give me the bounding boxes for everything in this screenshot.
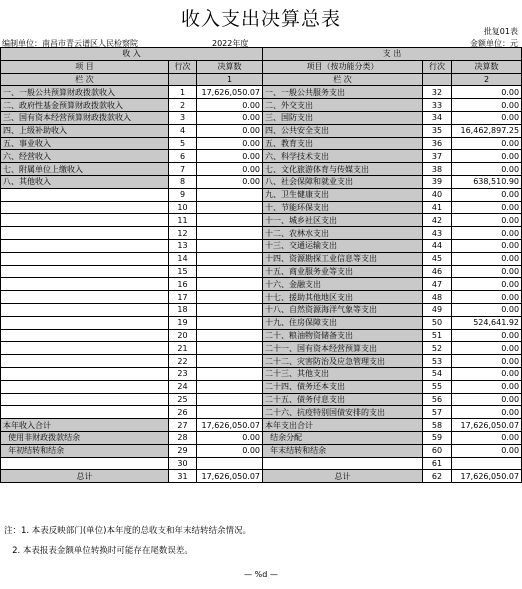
expense-row-number: 35: [423, 124, 452, 137]
expense-amount: 0.00: [452, 291, 522, 304]
table-row: [1, 227, 522, 240]
expense-amount: 0.00: [452, 380, 522, 393]
income-amount: 0.00: [197, 175, 263, 188]
table-row: [1, 393, 522, 406]
expense-column-index: 2: [452, 73, 522, 86]
column-header-row: [1, 60, 522, 73]
expense-amount-header: 决算数: [452, 60, 522, 73]
expense-item-label: 三、国防支出: [263, 111, 423, 124]
expense-row-number: 51: [423, 329, 452, 342]
income-item-label: 三、国有资本经营预算财政拨款收入: [1, 111, 169, 124]
form-number: 批复01表: [483, 27, 518, 36]
income-item-label: 年初结转和结余: [1, 444, 169, 457]
income-row-number: 25: [169, 393, 197, 406]
table-row: [1, 163, 522, 176]
income-amount: [197, 393, 263, 406]
expense-amount: 0.00: [452, 303, 522, 316]
income-row-number: 28: [169, 431, 197, 444]
table-row: [1, 444, 522, 457]
income-amount: [197, 227, 263, 240]
income-amount: [197, 214, 263, 227]
income-item-header: 项 目: [1, 60, 169, 73]
expense-amount: 0.00: [452, 265, 522, 278]
income-amount: [197, 342, 263, 355]
expense-row-number: 50: [423, 316, 452, 329]
expense-row-number: 44: [423, 239, 452, 252]
expense-item-label: 二十六、抗疫特别国债安排的支出: [263, 406, 423, 419]
expense-amount: 0.00: [452, 111, 522, 124]
expense-item-label: 四、公共安全支出: [263, 124, 423, 137]
expense-row-number: 60: [423, 444, 452, 457]
expense-item-label: 一、一般公共服务支出: [263, 86, 423, 99]
expense-amount: [452, 457, 522, 470]
note-1: 注：1. 本表反映部门(单位)本年度的总收支和年末结转结余情况。: [4, 526, 251, 536]
table-row: [1, 214, 522, 227]
income-item-label: [1, 201, 169, 214]
income-item-label: [1, 188, 169, 201]
income-amount: [197, 291, 263, 304]
expense-row-number: 46: [423, 265, 452, 278]
income-total-label: 总计: [1, 470, 169, 483]
income-lanci-blank: [169, 73, 197, 86]
income-amount: 0.00: [197, 163, 263, 176]
table-row: [1, 406, 522, 419]
income-item-label: [1, 227, 169, 240]
expense-row-number: 56: [423, 393, 452, 406]
income-item-label: 本年收入合计: [1, 419, 169, 432]
expense-item-label: 十九、住房保障支出: [263, 316, 423, 329]
expense-item-label: 十三、交通运输支出: [263, 239, 423, 252]
income-row-number: 2: [169, 99, 197, 112]
income-amount: 0.00: [197, 111, 263, 124]
expense-amount: 524,641.92: [452, 316, 522, 329]
income-amount: [197, 367, 263, 380]
income-row-number: 26: [169, 406, 197, 419]
expense-item-label: 二十二、灾害防治及应急管理支出: [263, 355, 423, 368]
income-amount: 17,626,050.07: [197, 419, 263, 432]
table-row: [1, 316, 522, 329]
income-row-number: 1: [169, 86, 197, 99]
total-row: [1, 470, 522, 483]
income-row-number: 5: [169, 137, 197, 150]
expense-item-label: 五、教育支出: [263, 137, 423, 150]
expense-amount: 0.00: [452, 355, 522, 368]
expense-row-number: 55: [423, 380, 452, 393]
income-row-number: 14: [169, 252, 197, 265]
expense-item-label: 二十一、国有资本经营预算支出: [263, 342, 423, 355]
expense-rowno-header: 行次: [423, 60, 452, 73]
expense-row-number: 34: [423, 111, 452, 124]
expense-row-number: 40: [423, 188, 452, 201]
table-row: [1, 380, 522, 393]
expense-row-number: 54: [423, 367, 452, 380]
income-amount: 0.00: [197, 99, 263, 112]
table-row: [1, 86, 522, 99]
column-index-row: [1, 73, 522, 86]
expense-row-number: 39: [423, 175, 452, 188]
income-row-number: 19: [169, 316, 197, 329]
expense-item-label: 十一、城乡社区支出: [263, 214, 423, 227]
table-row: [1, 431, 522, 444]
table-row: [1, 239, 522, 252]
income-total-row-number: 31: [169, 470, 197, 483]
income-row-number: 21: [169, 342, 197, 355]
income-item-label: [1, 291, 169, 304]
table-row: [1, 124, 522, 137]
income-item-label: 七、附属单位上缴收入: [1, 163, 169, 176]
expense-amount: 0.00: [452, 188, 522, 201]
table-row: [1, 175, 522, 188]
income-amount: [197, 355, 263, 368]
income-amount: [197, 303, 263, 316]
expense-amount: 0.00: [452, 163, 522, 176]
income-row-number: 6: [169, 150, 197, 163]
income-rowno-header: 行次: [169, 60, 197, 73]
income-item-label: [1, 393, 169, 406]
income-item-label: [1, 265, 169, 278]
income-amount: 0.00: [197, 137, 263, 150]
expense-item-label: 二十五、债务付息支出: [263, 393, 423, 406]
table-row: [1, 291, 522, 304]
expense-row-number: 53: [423, 355, 452, 368]
expense-row-number: 52: [423, 342, 452, 355]
income-item-label: [1, 342, 169, 355]
expense-amount: 0.00: [452, 367, 522, 380]
income-item-label: [1, 252, 169, 265]
expense-amount: 0.00: [452, 201, 522, 214]
section-header-row: [1, 48, 522, 61]
table-row: [1, 278, 522, 291]
expense-item-label: 二十三、其他支出: [263, 367, 423, 380]
income-row-number: 16: [169, 278, 197, 291]
income-amount: 17,626,050.07: [197, 86, 263, 99]
expense-item-label: 十六、金融支出: [263, 278, 423, 291]
income-amount: [197, 252, 263, 265]
income-item-label: [1, 355, 169, 368]
expense-item-label: 二、外交支出: [263, 99, 423, 112]
table-row: [1, 111, 522, 124]
income-amount: [197, 457, 263, 470]
expense-item-label: 九、卫生健康支出: [263, 188, 423, 201]
fiscal-year: 2022年度: [212, 39, 249, 48]
income-item-label: 四、上级补助收入: [1, 124, 169, 137]
expense-row-number: 48: [423, 291, 452, 304]
expense-lanci-label: 栏 次: [263, 73, 423, 86]
page-footer: — %d —: [244, 570, 278, 579]
expense-row-number: 43: [423, 227, 452, 240]
income-row-number: 18: [169, 303, 197, 316]
table-row: [1, 99, 522, 112]
income-row-number: 9: [169, 188, 197, 201]
expense-amount: 16,462,897.25: [452, 124, 522, 137]
expense-row-number: 45: [423, 252, 452, 265]
expense-row-number: 32: [423, 86, 452, 99]
income-row-number: 3: [169, 111, 197, 124]
income-row-number: 10: [169, 201, 197, 214]
expense-item-label: 七、文化旅游体育与传媒支出: [263, 163, 423, 176]
table-row: [1, 201, 522, 214]
expense-item-label: 八、社会保障和就业支出: [263, 175, 423, 188]
income-amount: [197, 316, 263, 329]
expense-item-label: 十八、自然资源海洋气象等支出: [263, 303, 423, 316]
note-2: 2. 本表报表金额单位转换时可能存在尾数误差。: [4, 546, 193, 556]
income-row-number: 11: [169, 214, 197, 227]
expense-row-number: 37: [423, 150, 452, 163]
notes: [4, 521, 251, 561]
income-item-label: [1, 239, 169, 252]
table-row: [1, 137, 522, 150]
table-row: [1, 367, 522, 380]
expense-amount: 638,510.90: [452, 175, 522, 188]
expense-amount: 0.00: [452, 393, 522, 406]
expense-item-label: 二十四、债务还本支出: [263, 380, 423, 393]
expense-amount: 0.00: [452, 406, 522, 419]
expense-amount: 0.00: [452, 342, 522, 355]
income-row-number: 7: [169, 163, 197, 176]
expense-total-row-number: 62: [423, 470, 452, 483]
income-row-number: 20: [169, 329, 197, 342]
expense-item-header: 项目（按功能分类）: [263, 60, 423, 73]
table-row: [1, 150, 522, 163]
income-item-label: [1, 214, 169, 227]
income-amount: [197, 265, 263, 278]
expense-total-amount: 17,626,050.07: [452, 470, 522, 483]
table-row: [1, 303, 522, 316]
income-amount: [197, 406, 263, 419]
expense-amount: 0.00: [452, 214, 522, 227]
expense-item-label: 年末结转和结余: [263, 444, 423, 457]
income-total-amount: 17,626,050.07: [197, 470, 263, 483]
expense-amount: 0.00: [452, 150, 522, 163]
income-amount: 0.00: [197, 431, 263, 444]
income-row-number: 27: [169, 419, 197, 432]
expense-item-label: 二十、粮油物资储备支出: [263, 329, 423, 342]
income-row-number: 17: [169, 291, 197, 304]
income-row-number: 8: [169, 175, 197, 188]
expense-row-number: 36: [423, 137, 452, 150]
table-row: [1, 355, 522, 368]
expense-row-number: 49: [423, 303, 452, 316]
income-column-index: 1: [197, 73, 263, 86]
income-item-label: 八、其他收入: [1, 175, 169, 188]
table-row: [1, 188, 522, 201]
report-title: 收入支出决算总表: [180, 8, 341, 30]
income-amount: 0.00: [197, 124, 263, 137]
expense-amount: 0.00: [452, 431, 522, 444]
expense-item-label: 结余分配: [263, 431, 423, 444]
expense-amount: 0.00: [452, 278, 522, 291]
income-item-label: 一、一般公共预算财政拨款收入: [1, 86, 169, 99]
income-lanci-label: 栏 次: [1, 73, 169, 86]
income-item-label: [1, 303, 169, 316]
income-amount: [197, 239, 263, 252]
expense-row-number: 57: [423, 406, 452, 419]
income-item-label: [1, 406, 169, 419]
income-item-label: 五、事业收入: [1, 137, 169, 150]
income-amount: [197, 380, 263, 393]
expense-amount: 0.00: [452, 86, 522, 99]
expense-header: 支 出: [263, 48, 522, 61]
income-amount-header: 决算数: [197, 60, 263, 73]
income-row-number: 13: [169, 239, 197, 252]
income-item-label: [1, 329, 169, 342]
income-row-number: 4: [169, 124, 197, 137]
income-header: 收 入: [1, 48, 263, 61]
income-row-number: 29: [169, 444, 197, 457]
expense-row-number: 33: [423, 99, 452, 112]
income-item-label: 使用非财政拨款结余: [1, 431, 169, 444]
income-item-label: 二、政府性基金预算财政拨款收入: [1, 99, 169, 112]
table-row: [1, 342, 522, 355]
table-row: [1, 265, 522, 278]
income-item-label: [1, 380, 169, 393]
expense-amount: 0.00: [452, 227, 522, 240]
expense-amount: 0.00: [452, 329, 522, 342]
income-row-number: 22: [169, 355, 197, 368]
expense-amount: 0.00: [452, 252, 522, 265]
expense-item-label: 六、科学技术支出: [263, 150, 423, 163]
expense-amount: 0.00: [452, 444, 522, 457]
income-expense-table: [0, 47, 522, 483]
expense-row-number: 42: [423, 214, 452, 227]
income-amount: 0.00: [197, 444, 263, 457]
income-item-label: [1, 316, 169, 329]
expense-item-label: [263, 457, 423, 470]
income-row-number: 23: [169, 367, 197, 380]
income-item-label: [1, 457, 169, 470]
expense-row-number: 59: [423, 431, 452, 444]
income-amount: [197, 201, 263, 214]
income-item-label: 六、经营收入: [1, 150, 169, 163]
income-amount: [197, 188, 263, 201]
expense-item-label: 本年支出合计: [263, 419, 423, 432]
currency-unit: 金额单位：元: [470, 39, 518, 48]
expense-row-number: 58: [423, 419, 452, 432]
income-item-label: [1, 367, 169, 380]
income-amount: 0.00: [197, 150, 263, 163]
income-row-number: 12: [169, 227, 197, 240]
table-row: [1, 419, 522, 432]
expense-row-number: 47: [423, 278, 452, 291]
income-amount: [197, 278, 263, 291]
income-row-number: 24: [169, 380, 197, 393]
income-amount: [197, 329, 263, 342]
expense-amount: 0.00: [452, 239, 522, 252]
income-item-label: [1, 278, 169, 291]
table-row: [1, 329, 522, 342]
table-row: [1, 457, 522, 470]
expense-row-number: 38: [423, 163, 452, 176]
expense-item-label: 十二、农林水支出: [263, 227, 423, 240]
expense-item-label: 十五、商业服务业等支出: [263, 265, 423, 278]
expense-item-label: 十、节能环保支出: [263, 201, 423, 214]
table-row: [1, 252, 522, 265]
income-row-number: 30: [169, 457, 197, 470]
expense-row-number: 61: [423, 457, 452, 470]
expense-total-label: 总计: [263, 470, 423, 483]
expense-amount: 17,626,050.07: [452, 419, 522, 432]
expense-amount: 0.00: [452, 137, 522, 150]
reporting-unit: 编制单位：南昌市青云谱区人民检察院: [2, 39, 138, 48]
expense-item-label: 十七、援助其他地区支出: [263, 291, 423, 304]
expense-lanci-blank: [423, 73, 452, 86]
expense-row-number: 41: [423, 201, 452, 214]
income-row-number: 15: [169, 265, 197, 278]
expense-item-label: 十四、资源勘探工业信息等支出: [263, 252, 423, 265]
expense-amount: 0.00: [452, 99, 522, 112]
